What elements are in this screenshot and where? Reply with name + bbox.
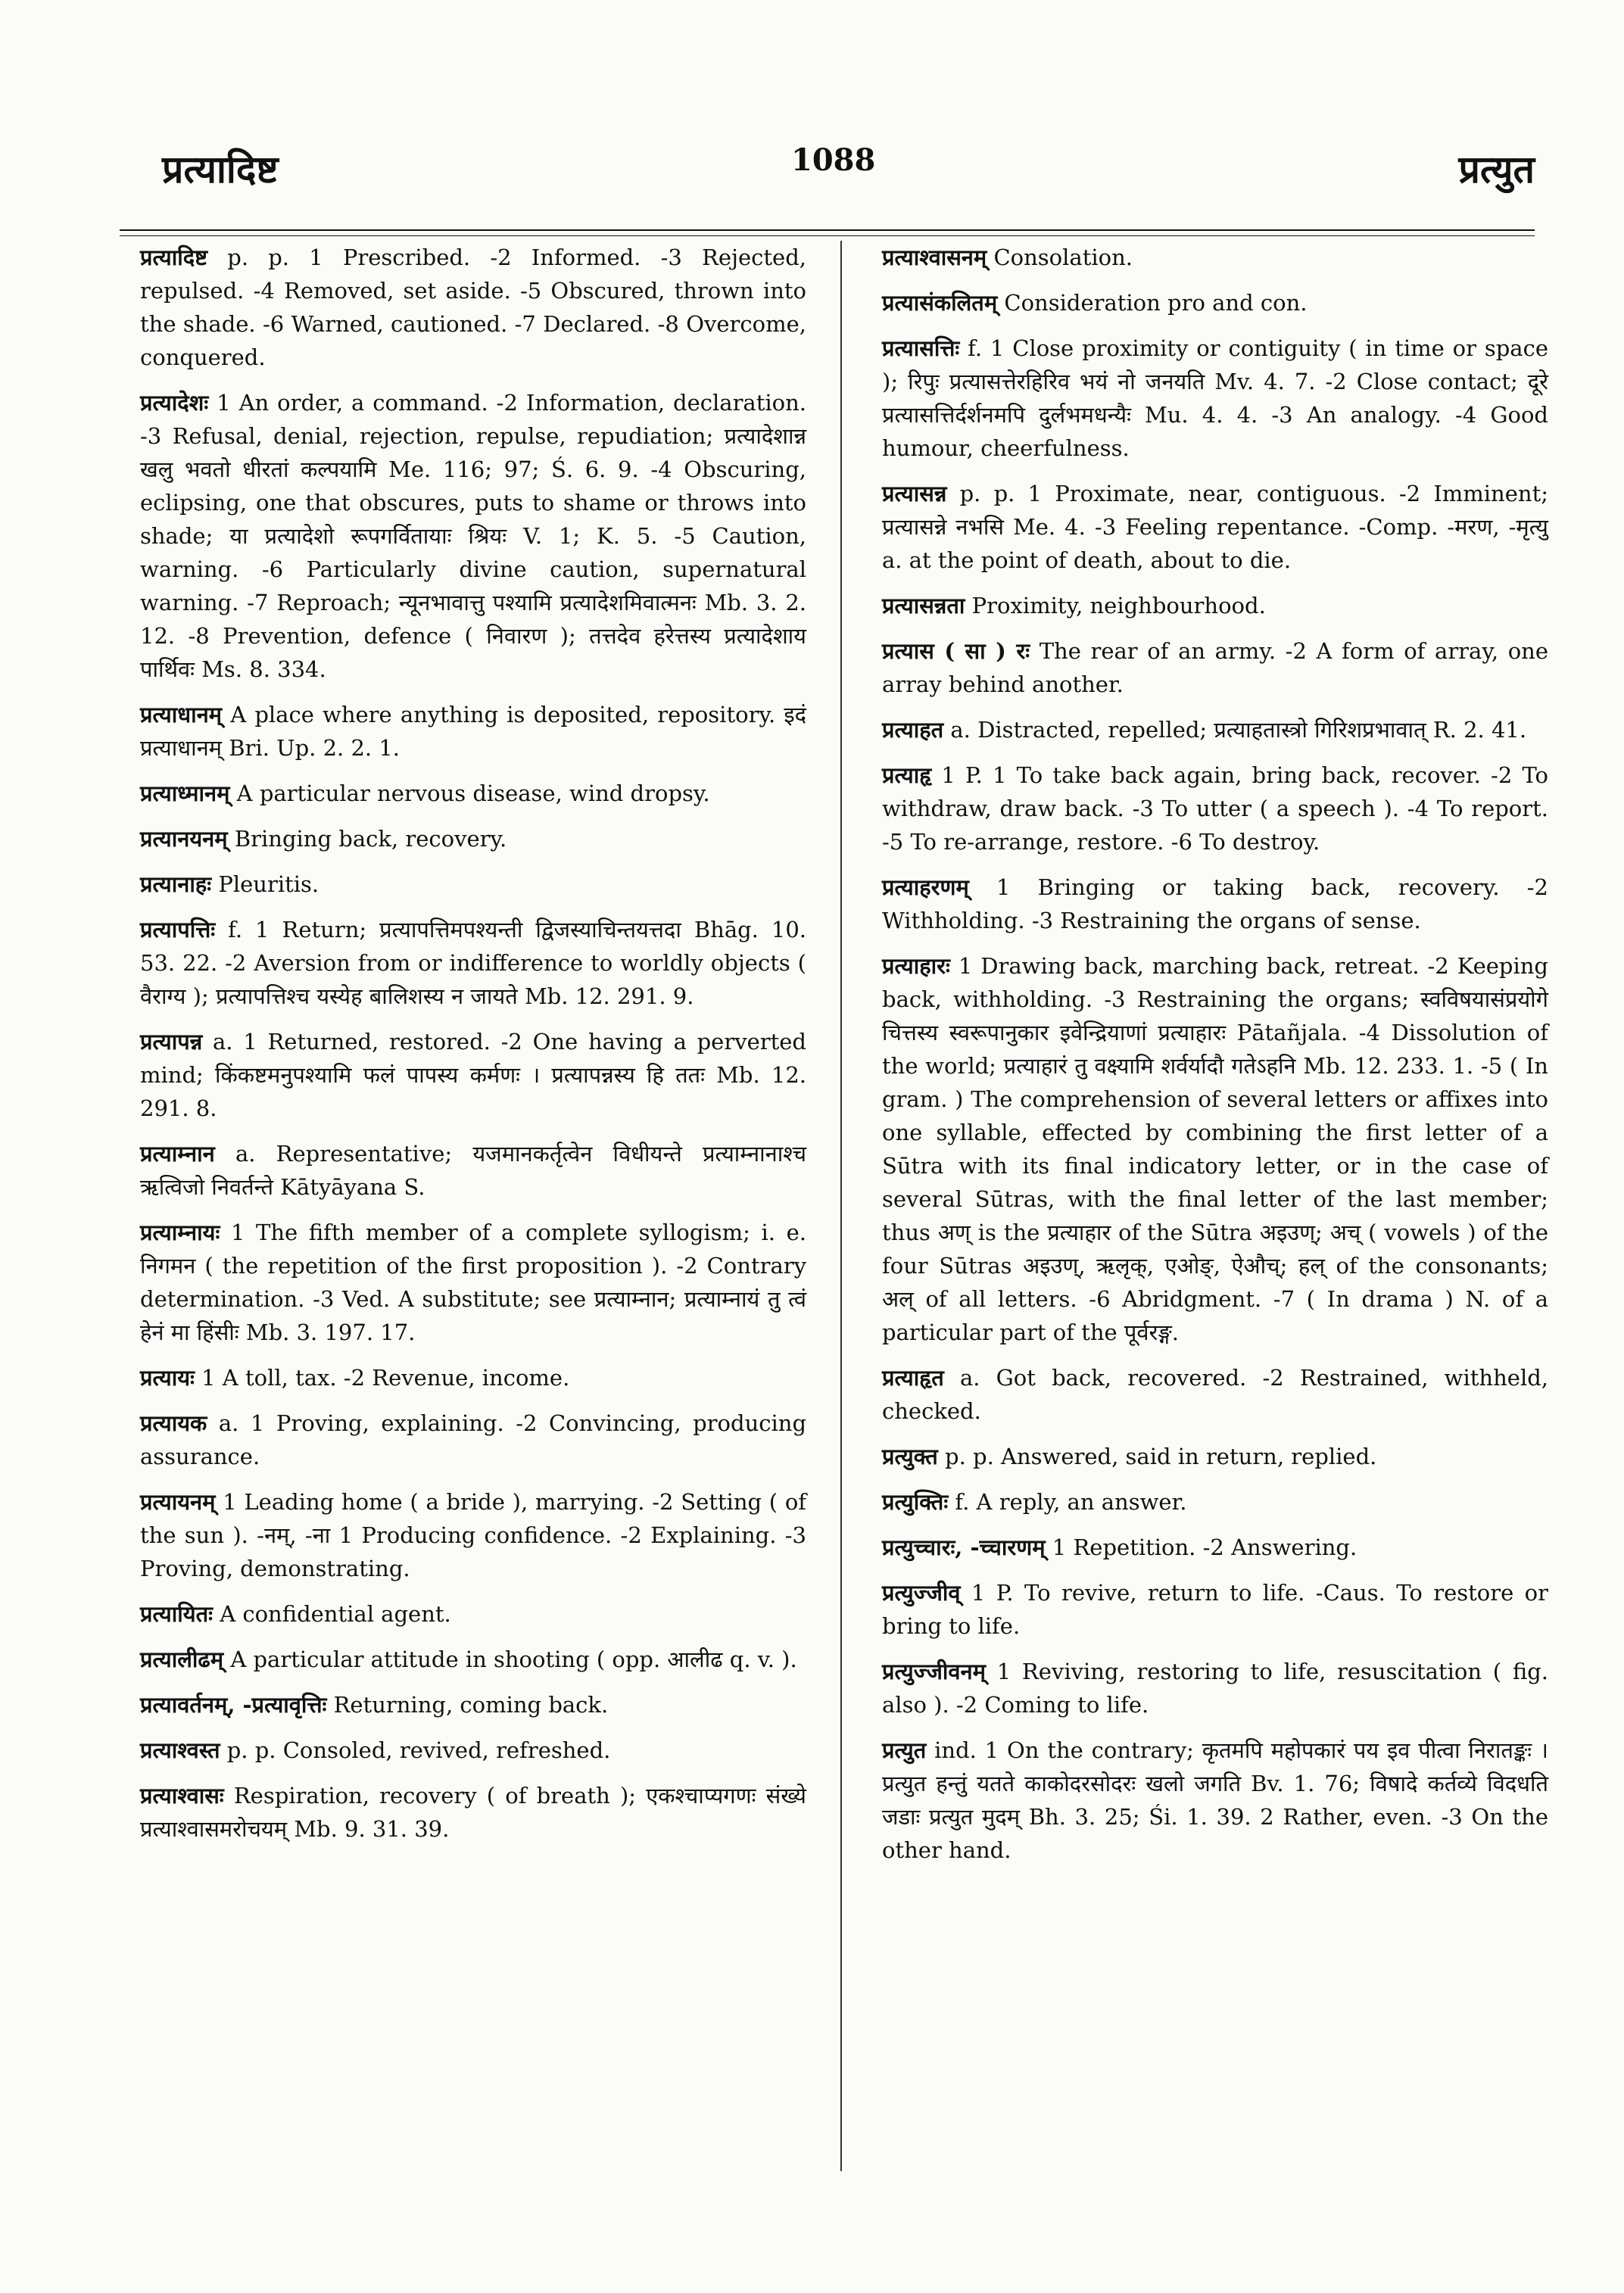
definition: a. 1 Returned, restored. -2 One having a perverted mind; किंकष्टमनुपश्यामि फलं पापस्य कर्मणः । प्रत्यापन्नस्य हि ततः Mb. 12. 291. 8. xyxy=(140,1029,806,1121)
dictionary-entry xyxy=(140,1597,806,1631)
headword: प्रत्यायनम् xyxy=(140,1489,216,1515)
definition: 1 Drawing back, marching back, retreat. -2 Keeping back, withholding. -3 Restraining the organs; स्वविषयासंप्रयोगे चित्तस्य स्वरूपानुकार इवेन्द्रियाणां प्रत्याहारः Pātañjala. -4 Dissolution of the world; प्रत्याहारं तु वक्ष्यामि शर्वर्यादौ गतेऽहनि Mb. 12. 233. 1. -5 ( In gram. ) The comprehension of several letters or affixes into one syllable, effected by combining the first letter of a Sūtra with its final indicatory letter, or in the case of several Sūtras, with the final letter of the last member; thus अण् is the प्रत्याहार of the Sūtra अइउण्; अच् ( vowels ) of the four Sūtras अइउण्, ऋलृक्, एओङ्, ऐऔच्; हल् of the consonants; अल् of all letters. -6 Abridgment. -7 ( In drama ) N. of a particular part of the पूर्वरङ्ग. xyxy=(882,953,1548,1345)
header-right-word: प्रत्युत xyxy=(1458,147,1535,192)
dictionary-entry xyxy=(140,1734,806,1767)
dictionary-entry xyxy=(140,1216,806,1349)
dictionary-entry xyxy=(882,286,1548,319)
dictionary-entry xyxy=(882,1361,1548,1428)
dictionary-entry xyxy=(882,332,1548,465)
definition: 1 The fifth member of a complete syllogism; i. e. निगमन ( the repetition of the first proposition ). -2 Contrary determination. -3 Ved. A substitute; see प्रत्याम्नान; प्रत्याम्नायं तु त्वं हेनं मा हिंसीः Mb. 3. 197. 17. xyxy=(140,1220,806,1345)
headword: प्रत्यानयनम् xyxy=(140,826,228,852)
definition: 1 P. 1 To take back again, bring back, recover. -2 To withdraw, draw back. -3 To utter ( a speech ). -4 To report. -5 To re-arrange, restore. -6 To destroy. xyxy=(882,762,1548,855)
definition: A particular attitude in shooting ( opp. आलीढ q. v. ). xyxy=(230,1647,797,1672)
headword: प्रत्युत xyxy=(882,1737,927,1763)
headword: प्रत्युज्जीवनम् xyxy=(882,1659,986,1684)
dictionary-entry xyxy=(140,777,806,810)
dictionary-entry xyxy=(140,868,806,901)
definition: A place where anything is deposited, repository. इदं प्रत्याधानम् Bri. Up. 2. 2. 1. xyxy=(140,702,806,761)
definition: a. Representative; यजमानकर्तृत्वेन विधीयन्ते प्रत्याम्नानाश्च ऋत्विजो निवर्तन्ते Kātyāyana S. xyxy=(140,1141,806,1200)
headword: प्रत्यासत्तिः xyxy=(882,335,960,361)
headword: प्रत्युज्जीव् xyxy=(882,1580,961,1606)
dictionary-entry xyxy=(882,1576,1548,1643)
definition: Consolation. xyxy=(993,245,1133,270)
headword: प्रत्याश्वस्त xyxy=(140,1737,220,1763)
definition: Bringing back, recovery. xyxy=(234,826,507,852)
headword: प्रत्युच्चारः, -च्चारणम् xyxy=(882,1534,1046,1560)
definition: p. p. Consoled, revived, refreshed. xyxy=(226,1737,611,1763)
dictionary-entry xyxy=(140,1688,806,1721)
headword: प्रत्यायक xyxy=(140,1410,207,1436)
dictionary-entry xyxy=(882,477,1548,577)
headword: प्रत्याहृत xyxy=(882,1365,944,1391)
dictionary-entry xyxy=(882,1531,1548,1564)
dictionary-entry xyxy=(140,1643,806,1676)
headword: प्रत्याहारः xyxy=(882,953,950,979)
headword: प्रत्याम्नायः xyxy=(140,1220,220,1245)
definition: The rear of an army. -2 A form of array, one array behind another. xyxy=(882,638,1548,697)
headword: प्रत्यासन्न xyxy=(882,481,947,506)
definition: Respiration, recovery ( of breath ); एकश्चाप्यगणः संख्ये प्रत्याश्वासमरोचयम् Mb. 9. 31. 39. xyxy=(140,1783,807,1842)
headword: प्रत्युक्तिः xyxy=(882,1489,949,1515)
headword: प्रत्याध्मानम् xyxy=(140,780,230,806)
headword: प्रत्याहत xyxy=(882,717,944,743)
headword: प्रत्याश्वासः xyxy=(140,1783,224,1809)
definition: 1 Bringing or taking back, recovery. -2 Withholding. -3 Restraining the organs of sense. xyxy=(882,874,1549,933)
headword: प्रत्याधानम् xyxy=(140,702,223,727)
page-number: 1088 xyxy=(791,142,876,178)
dictionary-entry xyxy=(140,1137,806,1204)
header-rule xyxy=(120,229,1535,231)
dictionary-entry xyxy=(882,759,1548,858)
headword: प्रत्यायितः xyxy=(140,1601,213,1627)
dictionary-entry xyxy=(140,913,806,1013)
headword: प्रत्युक्त xyxy=(882,1444,938,1469)
dictionary-entry xyxy=(882,241,1548,274)
definition: a. Distracted, repelled; प्रत्याहतास्त्रो गिरिशप्रभावात् R. 2. 41. xyxy=(950,717,1527,743)
headword: प्रत्यापत्तिः xyxy=(140,917,216,942)
definition: 1 Reviving, restoring to life, resuscitation ( fig. also ). -2 Coming to life. xyxy=(882,1659,1548,1718)
definition: a. 1 Proving, explaining. -2 Convincing, producing assurance. xyxy=(140,1410,807,1469)
headword: प्रत्याश्वासनम् xyxy=(882,245,987,270)
definition: Returning, coming back. xyxy=(333,1692,609,1718)
definition: 1 Leading home ( a bride ), marrying. -2 Setting ( of the sun ). -नम्, -ना 1 Producing confidence. -2 Explaining. -3 Proving, demonstrating. xyxy=(140,1489,807,1581)
definition: a. Got back, recovered. -2 Restrained, withheld, checked. xyxy=(882,1365,1549,1424)
definition: f. 1 Close proximity or contiguity ( in time or space ); रिपुः प्रत्यासत्तेरहिरिव भयं नो जनयति Mv. 4. 7. -2 Close contact; दूरे प्रत्यासत्तिर्दर्शनमपि दुर्लभमधन्यैः Mu. 4. 4. -3 An analogy. -4 Good humour, cheerfulness. xyxy=(882,335,1548,461)
headword: प्रत्यालीढम् xyxy=(140,1647,224,1672)
definition: Pleuritis. xyxy=(218,871,320,897)
definition: A particular nervous disease, wind dropsy. xyxy=(236,780,710,806)
headword: प्रत्यासंकलितम् xyxy=(882,290,998,316)
definition: 1 P. To revive, return to life. -Caus. To restore or bring to life. xyxy=(882,1580,1548,1639)
header-rule-thin xyxy=(120,235,1535,236)
definition: p. p. Answered, said in return, replied. xyxy=(945,1444,1377,1469)
dictionary-entry xyxy=(882,1734,1548,1867)
dictionary-entry xyxy=(140,1025,806,1125)
dictionary-entry xyxy=(882,949,1548,1349)
headword: प्रत्यानाहः xyxy=(140,871,212,897)
dictionary-entry xyxy=(882,634,1548,701)
dictionary-entry xyxy=(140,1361,806,1394)
dictionary-entry xyxy=(140,1779,806,1846)
dictionary-entry xyxy=(140,386,806,686)
dictionary-entry xyxy=(140,1485,806,1585)
dictionary-entry xyxy=(882,1655,1548,1721)
headword: प्रत्यास ( सा ) रः xyxy=(882,638,1030,664)
dictionary-entry xyxy=(882,871,1548,937)
header-left-word: प्रत्यादिष्ट xyxy=(162,147,279,192)
headword: प्रत्यापन्न xyxy=(140,1029,203,1055)
headword: प्रत्याहृ xyxy=(882,762,932,788)
dictionary-entry xyxy=(882,1440,1548,1473)
definition: 1 A toll, tax. -2 Revenue, income. xyxy=(201,1365,570,1391)
definition: Consideration pro and con. xyxy=(1004,290,1308,316)
dictionary-entry xyxy=(140,698,806,765)
definition: f. A reply, an answer. xyxy=(955,1489,1187,1515)
dictionary-entry xyxy=(882,713,1548,746)
definition: Proximity, neighbourhood. xyxy=(971,593,1266,618)
definition: A confidential agent. xyxy=(220,1601,451,1627)
definition: 1 Repetition. -2 Answering. xyxy=(1052,1534,1357,1560)
headword: प्रत्यावर्तनम्, -प्रत्यावृत्तिः xyxy=(140,1692,327,1718)
definition: p. p. 1 Proximate, near, contiguous. -2 Imminent; प्रत्यासन्ने नभसि Me. 4. -3 Feeling repentance. -Comp. -मरण, -मृत्यु a. at the point of death, about to die. xyxy=(882,481,1549,573)
dictionary-entry xyxy=(140,1407,806,1473)
definition: f. 1 Return; प्रत्यापत्तिमपश्यन्ती द्विजस्याचिन्तयत्तदा Bhāg. 10. 53. 22. -2 Aversion from or indifference to worldly objects ( वैराग्य ); प्रत्यापत्तिश्च यस्येह बालिशस्य न जायते Mb. 12. 291. 9. xyxy=(140,917,807,1009)
headword: प्रत्याम्नान xyxy=(140,1141,215,1167)
dictionary-entry xyxy=(140,241,806,374)
headword: प्रत्यासन्नता xyxy=(882,593,965,618)
right-column xyxy=(882,241,1548,1879)
dictionary-entry xyxy=(882,1485,1548,1519)
left-column xyxy=(140,241,806,1858)
headword: प्रत्याहरणम् xyxy=(882,874,969,900)
definition: 1 An order, a command. -2 Information, declaration. -3 Refusal, denial, rejection, repulse, repudiation; प्रत्यादेशान्न खलु भवतो धीरतां कल्पयामि Me. 116; 97; Ś. 6. 9. -4 Obscuring, eclipsing, one that obscures, puts to shame or throws into shade; या प्रत्यादेशो रूपगर्वितायाः श्रियः V. 1; K. 5. -5 Caution, warning. -6 Particularly divine caution, supernatural warning. -7 Reproach; न्यूनभावात्तु पश्यामि प्रत्यादेशमिवात्मनः Mb. 3. 2. 12. -8 Prevention, defence ( निवारण ); तत्तदेव हरेत्तस्य प्रत्यादेशाय पार्थिवः Ms. 8. 334. xyxy=(140,390,807,682)
dictionary-entry xyxy=(140,822,806,855)
definition: ind. 1 On the contrary; कृतमपि महोपकारं पय इव पीत्वा निरातङ्कः । प्रत्युत हन्तुं यतते काकोदरसोदरः खलो जगति Bv. 1. 76; विषादे कर्तव्ये विदधति जडाः प्रत्युत मुदम् Bh. 3. 25; Śi. 1. 39. 2 Rather, even. -3 On the other hand. xyxy=(882,1737,1549,1863)
definition: p. p. 1 Prescribed. -2 Informed. -3 Rejected, repulsed. -4 Removed, set aside. -5 Obscured, thrown into the shade. -6 Warned, cautioned. -7 Declared. -8 Overcome, conquered. xyxy=(140,245,806,370)
headword: प्रत्यादेशः xyxy=(140,390,209,416)
headword: प्रत्यायः xyxy=(140,1365,195,1391)
column-divider xyxy=(840,241,842,2171)
headword: प्रत्यादिष्ट xyxy=(140,245,208,270)
dictionary-entry xyxy=(882,589,1548,622)
